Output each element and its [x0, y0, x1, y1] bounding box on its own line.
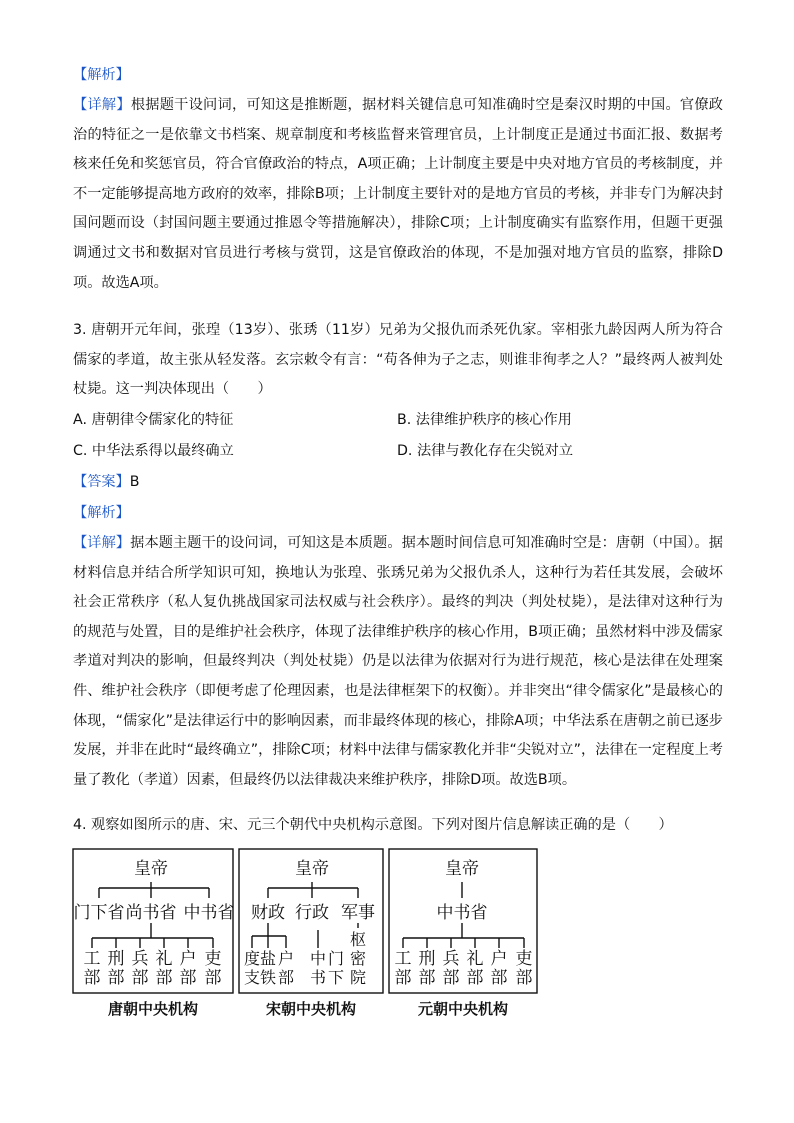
tang-department: 户部 — [179, 949, 197, 988]
analysis-tag — [73, 65, 130, 85]
yuan-department: 工部 — [394, 949, 412, 988]
detail-text: 据本题主题干的设问词，可知这是本质题。据本题时间信息可知准确时空是：唐朝（中国）。据材料信息并结合所学知识可知，换地认为张瑝、张琇兄弟为父报仇杀人，这种行为若任其发展，会破坏社会正常秩序（私人复仇挑战国家司法权威与社会秩序）。最终的判决（判处杖毙），是法律对这种行为的规范与处置，目的是维护社会秩序，体现了法律维护秩序的核心作用，B项正确；虽然材料中涉及儒家孝道对判决的影响，但最终判决（判处杖毙）仍是以法律为依据对行为进行规范，核心是法律在处理案件、维护社会秩序（即便考虑了伦理因素，也是法律框架下的权衡）。并非突出“律令儒家化”是最核心的体现，“儒家化”是法律运行中的影响因素，而非最终体现的核心，排除A项；中华法系在唐朝之前已逐步发展，并非在此时“最终确立”，排除C项；材料中法律与儒家教化并非“尖锐对立”，法律在一定程度上考量了教化（孝道）因素，但最终仍以法律裁决来维护秩序，排除D项。故选B项。 — [73, 535, 723, 788]
tang-shangshu: 尚书省 — [125, 903, 177, 923]
question-3-detail — [73, 529, 723, 795]
question-3-option-b: B. 法律维护秩序的核心作用 — [397, 412, 572, 428]
song-admin-sub: 中书 — [309, 949, 327, 987]
tang-department: 吏部 — [204, 949, 222, 988]
tang-zhongshu: 中书省 — [183, 903, 235, 923]
tang-caption: 唐朝中央机构 — [107, 1000, 199, 1018]
yuan-department: 兵部 — [442, 949, 460, 988]
question-4-stem: 4. 观察如图所示的唐、宋、元三个朝代中央机构示意图。下列对图片信息解读正确的是（ ） — [73, 817, 673, 833]
question-3-answer — [73, 472, 140, 492]
song-emperor: 皇帝 — [295, 859, 329, 879]
tang-menxia: 门下省 — [73, 903, 125, 923]
detail-label: 【详解】 — [73, 535, 131, 551]
answer-label: 【答案】 — [73, 474, 130, 490]
song-finance-sub: 户部 — [277, 949, 295, 987]
yuan-department: 刑部 — [418, 949, 436, 988]
tang-department: 工部 — [83, 949, 101, 988]
analysis-1-detail — [73, 91, 723, 298]
detail-text: 根据题干设问词，可知这是推断题，据材料关键信息可知准确时空是秦汉时期的中国。官僚政治的特征之一是依靠文书档案、规章制度和考核监督来管理官员，上计制度正是通过书面汇报、数据考核来任免和奖惩官员，符合官僚政治的特点，A项正确；上计制度主要是中央对地方官员的考核制度，并不一定能够提高地方政府的效率，排除B项；上计制度主要针对的是地方官员的考核，并非专门为解决封国问题而设（封国问题主要通过推恩令等措施解决），排除C项；上计制度确实有监察作用，但题干更强调通过文书和数据对官员进行考核与赏罚，这是官僚政治的体现，不是加强对地方官员的监察，排除D项。故选A项。 — [73, 97, 723, 291]
question-3-analysis-tag — [73, 503, 130, 523]
tang-department: 礼部 — [155, 949, 173, 988]
yuan-department: 礼部 — [466, 949, 484, 988]
detail-label: 【详解】 — [73, 97, 131, 113]
yuan-department: 吏部 — [515, 949, 533, 988]
answer-value: B — [129, 474, 140, 490]
question-3-option-d: D. 法律与教化存在尖锐对立 — [397, 443, 574, 459]
yuan-department: 户部 — [490, 949, 508, 988]
question-3-option-c: C. 中华法系得以最终确立 — [73, 443, 234, 459]
question-3-stem: 3. 唐朝开元年间，张瑝（13岁）、张琇（11岁）兄弟为父报仇而杀死仇家。宰相张九龄因两人所为符合儒家的孝道，故主张从轻发落。玄宗敕令有言：“苟各伸为子之志，则谁非徇孝之人？”最终两人被判处杖毙。这一判决体现出（ ） — [73, 322, 723, 398]
song-finance-sub: 盐铁 — [259, 949, 277, 987]
yuan-caption: 元朝中央机构 — [417, 1000, 509, 1018]
song-military: 军事 — [341, 903, 375, 923]
analysis-label: 【解析】 — [73, 505, 130, 521]
question-3-option-a: A. 唐朝律令儒家化的特征 — [73, 412, 234, 428]
song-military-sub: 枢密院 — [349, 930, 367, 987]
analysis-label: 【解析】 — [73, 67, 130, 83]
central-institutions-diagram — [72, 848, 538, 1026]
song-admin: 行政 — [295, 903, 329, 923]
yuan-zhongshu: 中书省 — [436, 903, 488, 923]
tang-emperor: 皇帝 — [134, 859, 168, 879]
yuan-emperor: 皇帝 — [445, 859, 479, 879]
song-finance-sub: 度支 — [243, 949, 261, 987]
song-finance: 财政 — [251, 903, 285, 923]
tang-department: 兵部 — [131, 949, 149, 988]
song-admin-sub: 门下 — [327, 949, 345, 987]
song-caption: 宋朝中央机构 — [265, 1000, 357, 1018]
tang-department: 刑部 — [107, 949, 125, 988]
